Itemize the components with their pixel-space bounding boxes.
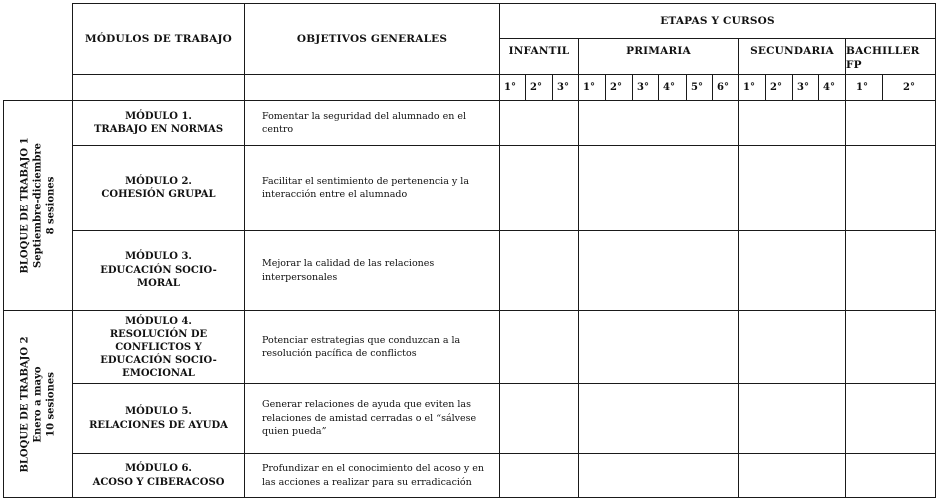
module-6-infantil-cell [499, 453, 579, 498]
module-1-bachiller-fp-cell [845, 100, 936, 146]
block-1-period: Septiembre-diciembre [32, 143, 44, 268]
module-4-title-line3: EDUCACIÓN SOCIO- [100, 354, 217, 366]
course-secundaria-1: 1° [738, 74, 766, 101]
block-1-sessions: 8 sesiones [45, 176, 57, 235]
course-primaria-3: 3° [632, 74, 659, 101]
module-3-secundaria-cell [738, 230, 846, 311]
module-5-infantil-cell [499, 383, 579, 454]
course-primaria-1: 1° [578, 74, 606, 101]
module-4-title-line2: CONFLICTOS Y [115, 341, 202, 353]
module-1-number: MÓDULO 1. [125, 110, 192, 122]
course-secundaria-2: 2° [765, 74, 793, 101]
module-4-name [72, 310, 245, 384]
module-4-objective: Potenciar estrategias que conduzcan a la resolución pacífica de conflictos [244, 310, 500, 384]
module-3-title-line1: EDUCACIÓN SOCIO- [100, 264, 217, 276]
module-4-infantil-cell [499, 310, 579, 384]
header-objectives-blank [244, 74, 500, 101]
course-primaria-5: 5° [686, 74, 713, 101]
module-6-title: ACOSO Y CIBERACOSO [92, 476, 225, 488]
course-secundaria-3: 3° [792, 74, 819, 101]
module-1-primaria-cell [578, 100, 739, 146]
stage-bachiller-fp [845, 38, 936, 75]
module-4-title-line1: RESOLUCIÓN DE [109, 328, 208, 340]
module-3-bachiller-fp-cell [845, 230, 936, 311]
course-bachiller-1: 1° [845, 74, 883, 101]
course-primaria-6: 6° [712, 74, 739, 101]
block-1-label [3, 100, 73, 311]
module-3-name [72, 230, 245, 311]
module-4-primaria-cell [578, 310, 739, 384]
course-infantil-2: 2° [525, 74, 553, 101]
header-modules-blank [72, 74, 245, 101]
module-6-bachiller-fp-cell [845, 453, 936, 498]
course-primaria-4: 4° [658, 74, 687, 101]
module-4-title-line4: EMOCIONAL [122, 367, 195, 379]
module-6-objective: Profundizar en el conocimiento del acoso y en las acciones a realizar para su erradicación [244, 453, 500, 498]
module-5-title: RELACIONES DE AYUDA [89, 419, 228, 431]
stage-infantil: INFANTIL [499, 38, 579, 75]
module-2-objective: Facilitar el sentimiento de pertenencia y la interacción entre el alumnado [244, 145, 500, 231]
module-3-number: MÓDULO 3. [125, 251, 192, 263]
module-6-number: MÓDULO 6. [125, 463, 192, 474]
stage-primaria: PRIMARIA [578, 38, 739, 75]
module-5-bachiller-fp-cell [845, 383, 936, 454]
header-stages-title: ETAPAS Y CURSOS [499, 3, 936, 39]
module-2-name [72, 145, 245, 231]
module-6-primaria-cell [578, 453, 739, 498]
course-bachiller-2: 2° [882, 74, 936, 101]
module-2-title: COHESIÓN GRUPAL [101, 189, 216, 200]
module-2-infantil-cell [499, 145, 579, 231]
header-objectives: OBJETIVOS GENERALES [244, 3, 500, 75]
module-1-title: TRABAJO EN NORMAS [93, 124, 224, 135]
module-3-infantil-cell [499, 230, 579, 311]
module-5-name [72, 383, 245, 454]
module-5-objective: Generar relaciones de ayuda que eviten las relaciones de amistad cerradas o el “sálvese quien pueda” [244, 383, 500, 454]
module-1-infantil-cell [499, 100, 579, 146]
module-1-objective: Fomentar la seguridad del alumnado en el centro [244, 100, 500, 146]
course-infantil-1: 1° [499, 74, 526, 101]
module-3-objective: Mejorar la calidad de las relaciones interpersonales [244, 230, 500, 311]
module-3-primaria-cell [578, 230, 739, 311]
block-2-sessions: 10 sesiones [45, 371, 57, 437]
block-2-label [3, 310, 73, 498]
stage-bachiller-line2: FP [846, 59, 862, 71]
stage-bachiller-line1: BACHILLER [846, 45, 920, 57]
course-secundaria-4: 4° [818, 74, 846, 101]
block-2-period: Enero a mayo [32, 365, 44, 443]
module-6-secundaria-cell [738, 453, 846, 498]
module-5-primaria-cell [578, 383, 739, 454]
block-1-title: BLOQUE DE TRABAJO 1 [19, 137, 31, 274]
module-4-secundaria-cell [738, 310, 846, 384]
module-2-primaria-cell [578, 145, 739, 231]
header-modules: MÓDULOS DE TRABAJO [72, 3, 245, 75]
module-5-number: MÓDULO 5. [125, 406, 192, 417]
module-2-number: MÓDULO 2. [125, 175, 192, 187]
module-3-title-line2: MORAL [137, 278, 180, 290]
module-5-secundaria-cell [738, 383, 846, 454]
course-infantil-3: 3° [552, 74, 579, 101]
stage-secundaria: SECUNDARIA [738, 38, 846, 75]
module-4-bachiller-fp-cell [845, 310, 936, 384]
module-2-bachiller-fp-cell [845, 145, 936, 231]
module-1-secundaria-cell [738, 100, 846, 146]
module-1-name [72, 100, 245, 146]
module-6-name [72, 453, 245, 498]
module-4-number: MÓDULO 4. [125, 315, 192, 327]
block-2-title: BLOQUE DE TRABAJO 2 [19, 335, 31, 473]
course-primaria-2: 2° [605, 74, 633, 101]
module-2-secundaria-cell [738, 145, 846, 231]
